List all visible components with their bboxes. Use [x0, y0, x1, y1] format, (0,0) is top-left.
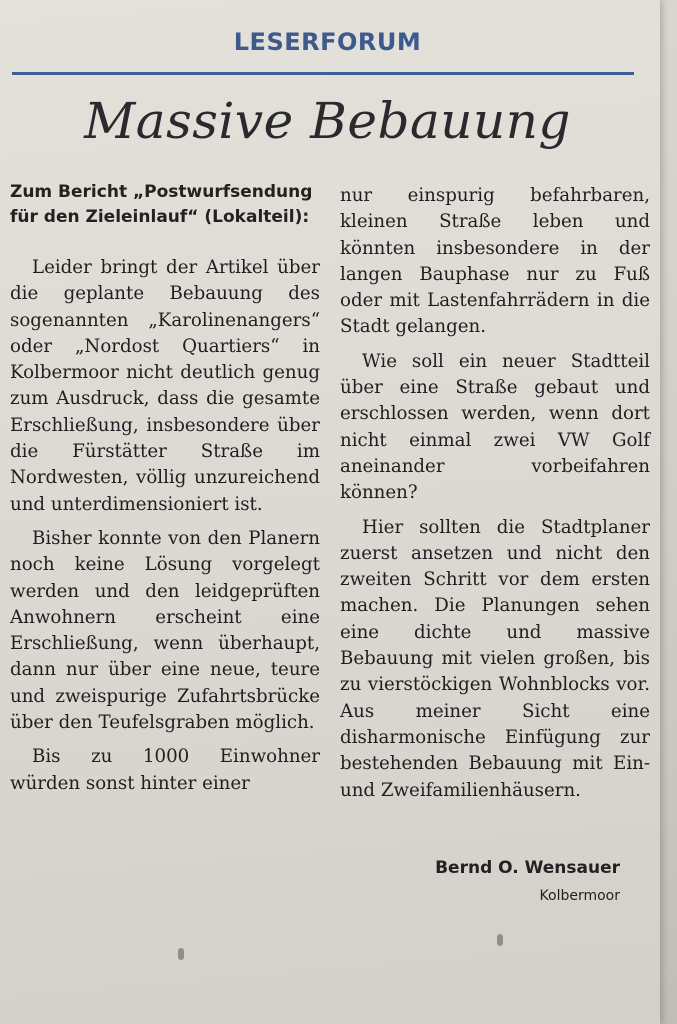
paragraph-2: Bisher konnte von den Planern noch keine Lösung vorgelegt werden und den leidgeprüften Anwohnern erscheint eine Erschließung, wenn überhaupt, dann nur über eine neue, teure und zweispurige Zufahrtsbrücke über den Teufelsgraben möglich. [10, 527, 320, 734]
author-name: Bernd O. Wensauer [435, 858, 620, 878]
headline: Massive Bebauung [84, 92, 571, 150]
right-column [340, 183, 650, 812]
paragraph-4: Wie soll ein neuer Stadtteil über eine Straße gebaut und erschlossen werden, wenn dort nicht einmal zwei VW Golf aneinander vorbeifahren können? [340, 350, 650, 504]
paragraph-3-continued: nur einspurig befahrbaren, kleinen Straße leben und könnten insbesondere in der langen Bauphase nur zu Fuß oder mit Lastenfahrrädern in die Stadt gelangen. [340, 185, 650, 338]
paragraph-1: Leider bringt der Artikel über die geplante Bebauung des sogenannten „Karolinenangers“ oder „Nordost Quartiers“ in Kolbermoor nicht deutlich genug zum Ausdruck, dass die gesamte Erschließung, insbesondere über die Fürstätter Straße im Nordwesten, völlig unzureichend und unterdimensioniert ist. [10, 257, 320, 515]
paper-smudge [178, 948, 184, 960]
intro-reference: Zum Bericht „Postwurfsendung für den Zieleinlauf“ (Lokalteil): [10, 182, 313, 227]
section-label: LESERFORUM [233, 28, 422, 56]
section-divider [12, 72, 634, 75]
left-column [10, 180, 320, 805]
paper-smudge [497, 934, 503, 946]
paragraph-5: Hier sollten die Stadtplaner zuerst ansetzen und nicht den zweiten Schritt vor dem ersten machen. Die Planungen sehen eine dichte und massive Bebauung mit vielen großen, bis zu vierstöckigen Wohnblocks vor. Aus meiner Sicht eine disharmonische Einfügung zur bestehenden Bebauung mit Ein- und Zweifamilienhäusern. [340, 516, 650, 801]
author-place: Kolbermoor [539, 888, 620, 904]
paragraph-3: Bis zu 1000 Einwohner würden sonst hinter einer [10, 746, 320, 794]
